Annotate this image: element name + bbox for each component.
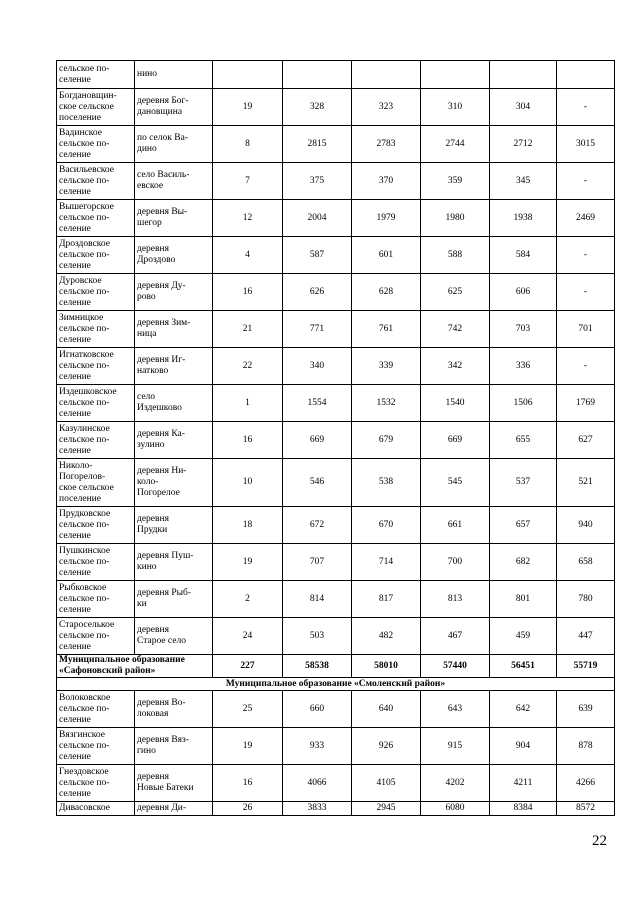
settlement-name: Богдановщин- ское сельское поселение xyxy=(59,90,117,123)
table-row xyxy=(57,237,615,274)
population-cell: 2783 xyxy=(352,126,421,163)
settlements-count-cell: 19 xyxy=(213,544,283,581)
admin-center: село Издешково xyxy=(137,392,182,413)
population-cell: 940 xyxy=(557,507,615,544)
population-cell: 4066 xyxy=(283,765,352,802)
admin-center-cell xyxy=(135,61,213,89)
population-cell: 336 xyxy=(490,348,557,385)
population-cell: 359 xyxy=(421,163,490,200)
population-cell: 370 xyxy=(352,163,421,200)
population-cell: 657 xyxy=(490,507,557,544)
total-label xyxy=(57,655,213,678)
settlements-count-cell: 2 xyxy=(213,581,283,618)
population-cell: 660 xyxy=(283,691,352,728)
population-cell: 4266 xyxy=(557,765,615,802)
population-cell: 459 xyxy=(490,618,557,655)
admin-center-cell xyxy=(135,422,213,459)
population-cell: 467 xyxy=(421,618,490,655)
settlements-count-cell: 227 xyxy=(213,655,283,678)
population-cell: 3833 xyxy=(283,802,352,816)
population-cell: 601 xyxy=(352,237,421,274)
population-cell: 658 xyxy=(557,544,615,581)
admin-center-cell xyxy=(135,581,213,618)
population-cell: 1979 xyxy=(352,200,421,237)
population-cell: 58010 xyxy=(352,655,421,678)
settlement-name: Прудковское сельское по- селение xyxy=(59,508,111,541)
settlement-name-cell xyxy=(57,126,135,163)
settlement-name: Дуровское сельское по- селение xyxy=(59,275,110,308)
admin-center-cell xyxy=(135,89,213,126)
population-cell: 655 xyxy=(490,422,557,459)
population-cell: 628 xyxy=(352,274,421,311)
admin-center-cell xyxy=(135,728,213,765)
population-cell: 1506 xyxy=(490,385,557,422)
table-row xyxy=(57,507,615,544)
population-cell: 669 xyxy=(421,422,490,459)
settlement-name-cell xyxy=(57,544,135,581)
population-cell: 915 xyxy=(421,728,490,765)
population-cell: 537 xyxy=(490,459,557,507)
settlement-name-cell xyxy=(57,237,135,274)
population-cell: 780 xyxy=(557,581,615,618)
table-row xyxy=(57,200,615,237)
table-row xyxy=(57,544,615,581)
population-cell: 639 xyxy=(557,691,615,728)
admin-center-cell xyxy=(135,802,213,816)
population-cell: 672 xyxy=(283,507,352,544)
settlement-name-cell xyxy=(57,581,135,618)
settlement-name: Волоковское сельское по- селение xyxy=(59,692,111,725)
admin-center-cell xyxy=(135,200,213,237)
admin-center-cell xyxy=(135,163,213,200)
settlement-name-cell xyxy=(57,311,135,348)
settlements-count-cell: 21 xyxy=(213,311,283,348)
table-row xyxy=(57,422,615,459)
admin-center: деревня Ду- рово xyxy=(137,281,186,302)
admin-center-cell xyxy=(135,691,213,728)
settlements-count-cell: 12 xyxy=(213,200,283,237)
population-cell: 546 xyxy=(283,459,352,507)
population-cell: 670 xyxy=(352,507,421,544)
population-cell: 2945 xyxy=(352,802,421,816)
population-cell: - xyxy=(557,237,615,274)
settlement-name-cell xyxy=(57,163,135,200)
population-cell xyxy=(421,61,490,89)
table-row xyxy=(57,89,615,126)
settlement-name-cell xyxy=(57,507,135,544)
table-row xyxy=(57,802,615,816)
population-cell: 588 xyxy=(421,237,490,274)
population-cell: 904 xyxy=(490,728,557,765)
population-cell: 339 xyxy=(352,348,421,385)
population-cell: 447 xyxy=(557,618,615,655)
population-cell: 878 xyxy=(557,728,615,765)
population-cell: 342 xyxy=(421,348,490,385)
settlement-name: сельское по- селение xyxy=(59,63,110,85)
population-cell: 57440 xyxy=(421,655,490,678)
population-cell: 584 xyxy=(490,237,557,274)
population-cell: 1554 xyxy=(283,385,352,422)
population-cell: 640 xyxy=(352,691,421,728)
population-cell: - xyxy=(557,348,615,385)
population-cell: 933 xyxy=(283,728,352,765)
settlement-name: Зимницкое сельское по- селение xyxy=(59,312,110,345)
population-cell: 627 xyxy=(557,422,615,459)
admin-center: нино xyxy=(137,69,158,79)
settlements-count-cell: 16 xyxy=(213,765,283,802)
section-header-row xyxy=(57,678,615,691)
population-cell: 700 xyxy=(421,544,490,581)
admin-center-cell xyxy=(135,385,213,422)
population-cell xyxy=(352,61,421,89)
settlement-name: Дроздовское сельское по- селение xyxy=(59,238,111,271)
settlements-count-cell: 26 xyxy=(213,802,283,816)
population-cell: 2815 xyxy=(283,126,352,163)
population-cell: 1769 xyxy=(557,385,615,422)
table-row xyxy=(57,581,615,618)
population-cell: 56451 xyxy=(490,655,557,678)
table-row xyxy=(57,618,615,655)
settlement-name-cell xyxy=(57,618,135,655)
settlements-count-cell xyxy=(213,61,283,89)
settlements-table xyxy=(56,60,615,816)
population-cell: - xyxy=(557,89,615,126)
admin-center: деревня Вяз- гино xyxy=(137,735,189,756)
population-cell: 6080 xyxy=(421,802,490,816)
population-cell: 4202 xyxy=(421,765,490,802)
total-row xyxy=(57,655,615,678)
admin-center-cell xyxy=(135,544,213,581)
population-cell xyxy=(283,61,352,89)
settlement-name-cell xyxy=(57,422,135,459)
population-cell: 742 xyxy=(421,311,490,348)
admin-center: деревня Старое село xyxy=(137,625,186,646)
population-cell: 703 xyxy=(490,311,557,348)
table-row xyxy=(57,126,615,163)
population-cell: 714 xyxy=(352,544,421,581)
settlement-name-cell xyxy=(57,765,135,802)
table-row xyxy=(57,61,615,89)
admin-center-cell xyxy=(135,126,213,163)
settlement-name-cell xyxy=(57,274,135,311)
admin-center-cell xyxy=(135,348,213,385)
settlement-name-cell xyxy=(57,728,135,765)
population-cell: 2744 xyxy=(421,126,490,163)
settlement-name: Пушкинское сельское по- селение xyxy=(59,545,111,578)
settlements-count-cell: 7 xyxy=(213,163,283,200)
population-cell: 482 xyxy=(352,618,421,655)
population-cell: 4105 xyxy=(352,765,421,802)
table-row xyxy=(57,311,615,348)
population-cell: 328 xyxy=(283,89,352,126)
population-cell: 8384 xyxy=(490,802,557,816)
admin-center: деревня Рыб- ки xyxy=(137,588,191,609)
settlements-count-cell: 22 xyxy=(213,348,283,385)
table-row xyxy=(57,459,615,507)
settlement-name: Дивасовское xyxy=(59,803,110,813)
population-cell: 761 xyxy=(352,311,421,348)
admin-center: деревня Ка- зулино xyxy=(137,429,185,450)
settlement-name-cell xyxy=(57,61,135,89)
population-cell: 545 xyxy=(421,459,490,507)
admin-center: деревня Ди- xyxy=(137,803,187,813)
population-cell: 1540 xyxy=(421,385,490,422)
population-cell: 323 xyxy=(352,89,421,126)
settlements-count-cell: 19 xyxy=(213,728,283,765)
population-cell: 669 xyxy=(283,422,352,459)
admin-center: деревня Иг- натково xyxy=(137,355,186,376)
population-cell xyxy=(490,61,557,89)
admin-center: деревня Прудки xyxy=(137,514,169,535)
population-cell: 625 xyxy=(421,274,490,311)
population-cell: 2469 xyxy=(557,200,615,237)
admin-center-cell xyxy=(135,507,213,544)
population-cell: 503 xyxy=(283,618,352,655)
settlement-name-cell xyxy=(57,385,135,422)
population-cell: 55719 xyxy=(557,655,615,678)
table-row xyxy=(57,385,615,422)
population-cell: 345 xyxy=(490,163,557,200)
settlement-name: Вышегорское сельское по- селение xyxy=(59,201,114,234)
settlement-name-cell xyxy=(57,459,135,507)
population-cell: 701 xyxy=(557,311,615,348)
settlements-count-cell: 10 xyxy=(213,459,283,507)
settlement-name: Вадинское сельское по- селение xyxy=(59,127,110,160)
settlement-name: Вязгинское сельское по- селение xyxy=(59,729,110,762)
population-cell: 587 xyxy=(283,237,352,274)
settlements-count-cell: 1 xyxy=(213,385,283,422)
settlement-name-cell xyxy=(57,802,135,816)
settlements-count-cell: 4 xyxy=(213,237,283,274)
population-cell: 817 xyxy=(352,581,421,618)
population-cell: 1938 xyxy=(490,200,557,237)
population-cell: 771 xyxy=(283,311,352,348)
population-cell xyxy=(557,61,615,89)
population-cell: 642 xyxy=(490,691,557,728)
population-cell: 310 xyxy=(421,89,490,126)
admin-center: по селок Ва- дино xyxy=(137,133,188,154)
page-number: 22 xyxy=(592,833,607,849)
admin-center: деревня Во- локовая xyxy=(137,698,186,719)
population-cell: 375 xyxy=(283,163,352,200)
admin-center: деревня Новые Батеки xyxy=(137,772,194,793)
settlements-count-cell: 16 xyxy=(213,422,283,459)
settlements-count-cell: 8 xyxy=(213,126,283,163)
admin-center-cell xyxy=(135,311,213,348)
admin-center-cell xyxy=(135,274,213,311)
settlement-name: Игнатковское сельское по- селение xyxy=(59,349,114,382)
admin-center: село Василь- евское xyxy=(137,170,190,191)
settlement-name: Васильевское сельское по- селение xyxy=(59,164,115,197)
population-cell: - xyxy=(557,163,615,200)
population-cell: 521 xyxy=(557,459,615,507)
settlement-name-cell xyxy=(57,348,135,385)
settlement-name-cell xyxy=(57,691,135,728)
table-row xyxy=(57,765,615,802)
population-cell: 2712 xyxy=(490,126,557,163)
section-title: Муниципальное образование «Смоленский район» xyxy=(57,678,615,691)
total-label-text: Муниципальное образование «Сафоновский район» xyxy=(59,655,185,676)
population-cell: 661 xyxy=(421,507,490,544)
settlement-name: Казулинское сельское по- селение xyxy=(59,423,110,456)
table-row xyxy=(57,348,615,385)
settlements-count-cell: 24 xyxy=(213,618,283,655)
admin-center-cell xyxy=(135,459,213,507)
population-cell: 8572 xyxy=(557,802,615,816)
population-cell: 1532 xyxy=(352,385,421,422)
population-cell: 707 xyxy=(283,544,352,581)
admin-center: деревня Ни- коло- Погорелое xyxy=(137,466,187,498)
settlement-name: Староселькое сельское по- селение xyxy=(59,619,115,652)
settlement-name-cell xyxy=(57,200,135,237)
population-cell: 2004 xyxy=(283,200,352,237)
population-cell: - xyxy=(557,274,615,311)
settlement-name: Рыбковское сельское по- селение xyxy=(59,582,110,615)
population-cell: 813 xyxy=(421,581,490,618)
settlements-count-cell: 16 xyxy=(213,274,283,311)
admin-center-cell xyxy=(135,765,213,802)
population-cell: 926 xyxy=(352,728,421,765)
admin-center: деревня Зим- ница xyxy=(137,318,191,339)
population-cell: 340 xyxy=(283,348,352,385)
population-cell: 3015 xyxy=(557,126,615,163)
admin-center-cell xyxy=(135,618,213,655)
settlements-count-cell: 19 xyxy=(213,89,283,126)
admin-center: деревня Пуш- кино xyxy=(137,551,194,572)
admin-center: деревня Бог- дановщина xyxy=(137,96,189,117)
population-cell: 801 xyxy=(490,581,557,618)
population-cell: 4211 xyxy=(490,765,557,802)
population-cell: 626 xyxy=(283,274,352,311)
population-cell: 58538 xyxy=(283,655,352,678)
admin-center-cell xyxy=(135,237,213,274)
population-cell: 814 xyxy=(283,581,352,618)
population-cell: 1980 xyxy=(421,200,490,237)
settlements-count-cell: 18 xyxy=(213,507,283,544)
population-cell: 538 xyxy=(352,459,421,507)
table-row xyxy=(57,163,615,200)
settlement-name: Гнездовское сельское по- селение xyxy=(59,766,110,799)
table-row xyxy=(57,728,615,765)
settlement-name: Издешковское сельское по- селение xyxy=(59,386,117,419)
admin-center: деревня Вы- шегор xyxy=(137,207,188,228)
table-row xyxy=(57,691,615,728)
settlement-name-cell xyxy=(57,89,135,126)
settlement-name: Николо- Погорелов- ское сельское поселение xyxy=(59,460,114,504)
table-row xyxy=(57,274,615,311)
population-cell: 606 xyxy=(490,274,557,311)
population-cell: 304 xyxy=(490,89,557,126)
population-cell: 643 xyxy=(421,691,490,728)
settlements-count-cell: 25 xyxy=(213,691,283,728)
population-cell: 682 xyxy=(490,544,557,581)
population-cell: 679 xyxy=(352,422,421,459)
admin-center: деревня Дроздово xyxy=(137,244,176,265)
